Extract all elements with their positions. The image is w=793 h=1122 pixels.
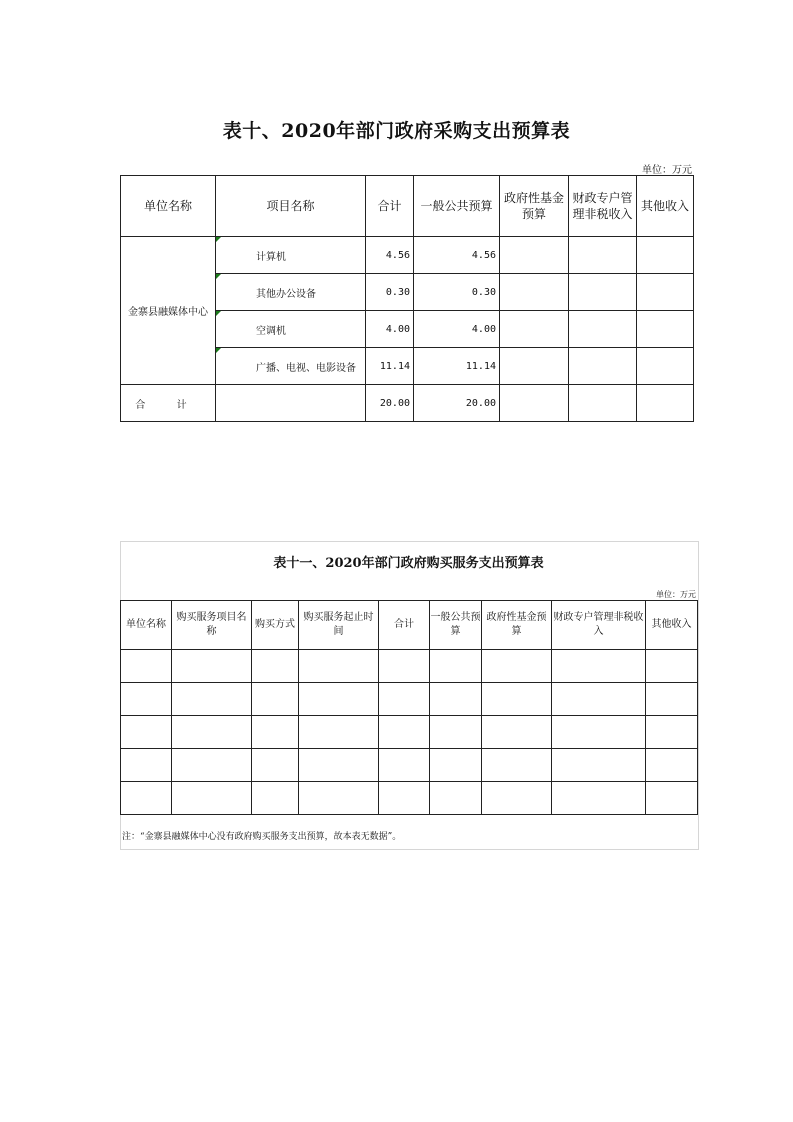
total-row	[121, 385, 694, 422]
total-cell: 4.00	[366, 311, 414, 348]
general-cell: 4.00	[414, 311, 500, 348]
header-period: 购买服务起止时间	[299, 601, 379, 650]
government-procurement-table	[120, 175, 694, 422]
gov-fund-cell	[500, 237, 569, 274]
table-header-row	[121, 176, 694, 237]
header-other-income: 其他收入	[646, 601, 698, 650]
table-row	[121, 237, 694, 274]
special-cell	[569, 385, 637, 422]
table10-unit: 单位：万元	[642, 165, 692, 176]
header-special-account: 财政专户管理非税收入	[552, 601, 646, 650]
government-service-purchase-table	[120, 600, 698, 815]
other-cell	[637, 274, 694, 311]
table11-note: 注：“金寨县融媒体中心没有政府购买服务支出预算，故本表无数据”。	[122, 832, 402, 842]
header-total: 合计	[366, 176, 414, 237]
table11-title: 表十一、2020年部门政府购买服务支出预算表	[273, 556, 544, 571]
header-gov-fund: 政府性基金预算	[482, 601, 552, 650]
header-unit-name: 单位名称	[121, 601, 172, 650]
gov-fund-cell	[500, 311, 569, 348]
grand-total-cell: 20.00	[366, 385, 414, 422]
general-cell: 4.56	[414, 237, 500, 274]
total-cell: 0.30	[366, 274, 414, 311]
gov-fund-cell	[500, 385, 569, 422]
total-cell: 4.56	[366, 237, 414, 274]
table-row	[121, 716, 698, 749]
header-general-budget: 一般公共预算	[414, 176, 500, 237]
header-service-project: 购买服务项目名称	[172, 601, 252, 650]
table11-unit: 单位：万元	[656, 590, 696, 599]
header-total: 合计	[379, 601, 430, 650]
table-row	[121, 782, 698, 815]
unit-name-cell: 金寨县融媒体中心	[121, 237, 216, 385]
gov-fund-cell	[500, 274, 569, 311]
table10-title: 表十、2020年部门政府采购支出预算表	[222, 120, 571, 142]
special-cell	[569, 274, 637, 311]
other-cell	[637, 348, 694, 385]
other-cell	[637, 237, 694, 274]
header-special-account: 财政专户管理非税收入	[569, 176, 637, 237]
total-label: 合 计	[121, 385, 216, 422]
special-cell	[569, 311, 637, 348]
header-unit-name: 单位名称	[121, 176, 216, 237]
table-row	[121, 683, 698, 716]
total-cell: 11.14	[366, 348, 414, 385]
grand-general-cell: 20.00	[414, 385, 500, 422]
header-general-budget: 一般公共预算	[430, 601, 482, 650]
header-gov-fund: 政府性基金预算	[500, 176, 569, 237]
general-cell: 0.30	[414, 274, 500, 311]
item-cell: 其他办公设备	[216, 274, 366, 311]
total-item-cell	[216, 385, 366, 422]
table-row	[121, 650, 698, 683]
header-item-name: 项目名称	[216, 176, 366, 237]
item-cell: 广播、电视、电影设备	[216, 348, 366, 385]
general-cell: 11.14	[414, 348, 500, 385]
table-row	[121, 749, 698, 782]
other-cell	[637, 311, 694, 348]
special-cell	[569, 237, 637, 274]
other-cell	[637, 385, 694, 422]
item-cell: 空调机	[216, 311, 366, 348]
special-cell	[569, 348, 637, 385]
item-cell: 计算机	[216, 237, 366, 274]
header-method: 购买方式	[252, 601, 299, 650]
gov-fund-cell	[500, 348, 569, 385]
table-header-row	[121, 601, 698, 650]
header-other-income: 其他收入	[637, 176, 694, 237]
